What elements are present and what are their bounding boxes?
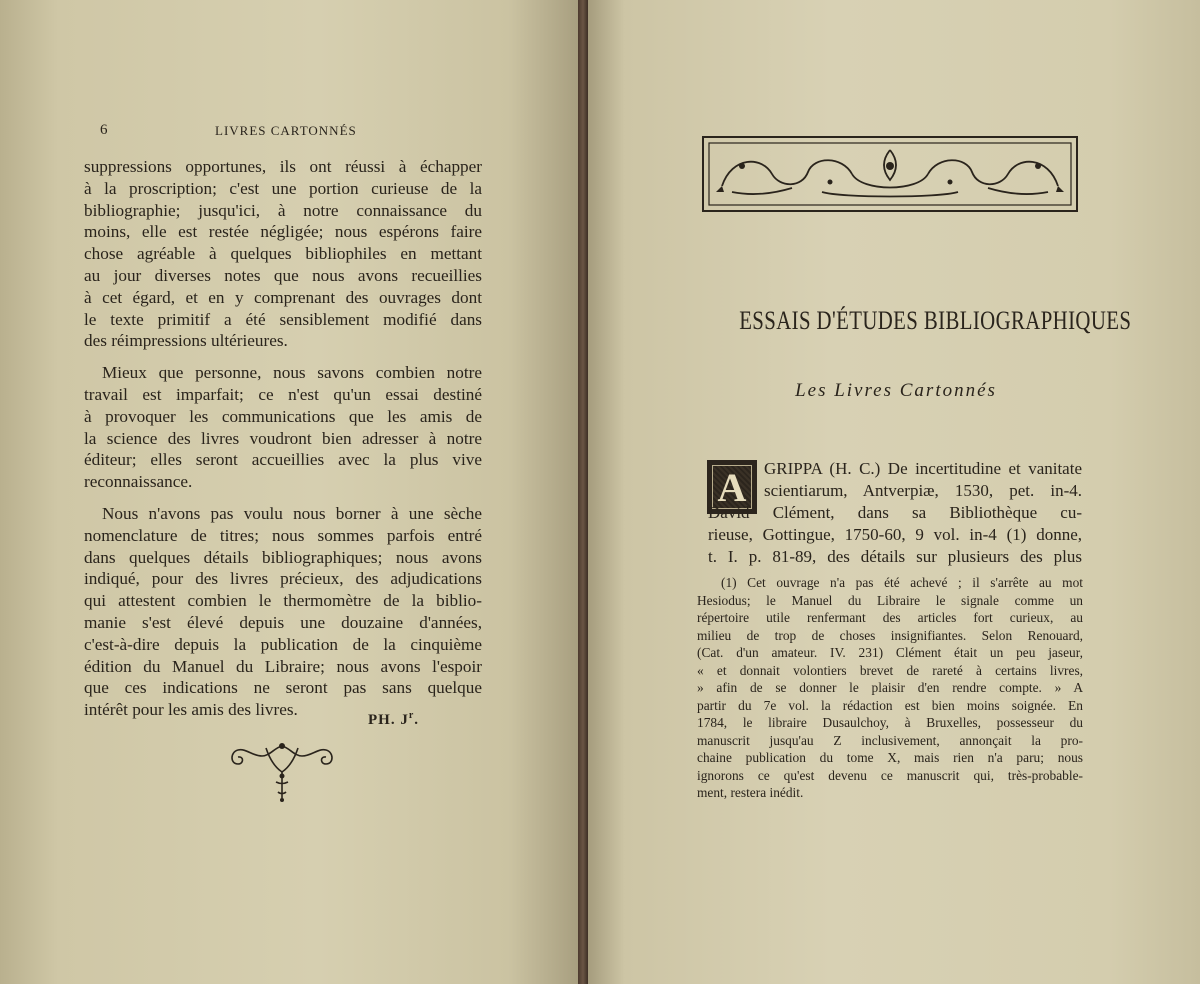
text-line: rieuse, Gottingue, 1750-60, 9 vol. in-4 (1) donne, [708, 525, 1082, 544]
text-line: chose agréable à quelques bibliophiles en mettant [84, 244, 482, 264]
page-number: 6 [100, 122, 108, 138]
text-line: indiqué, pour des livres précieux, des adjudications [84, 569, 482, 589]
text-line: bibliographie; jusqu'ici, à notre connaissance du [84, 200, 482, 220]
text-line: (Cat. d'un amateur. IV. 231) Clément était un peu jaseur, [697, 645, 1083, 660]
text-line: c'est-à-dire depuis la publication de la cinquième [84, 634, 482, 654]
dropcap-letter: A [717, 464, 747, 510]
text-line: (1) Cet ouvrage n'a pas été achevé ; il s'arrête au mot [721, 575, 1083, 590]
text-line: Nous n'avons pas voulu nous borner à une sèche [102, 503, 482, 523]
text-line: t. I. p. 81-89, des détails sur plusieurs des plus [708, 547, 1082, 566]
text-line: intérêt pour les amis des livres. [84, 700, 298, 720]
text-line: qui attestent combien le thermomètre de la biblio- [84, 591, 482, 611]
text-line: GRIPPA (H. C.) De incertitudine et vanitate [764, 459, 1082, 478]
text-line: travail est imparfait; ce n'est qu'un essai destiné [84, 384, 482, 404]
text-line: nomenclature de titres; nous sommes parfois entré [84, 525, 482, 545]
text-line: ignorons ce qu'est devenu ce manuscrit qui, très-probable- [697, 767, 1083, 783]
text-line: suppressions opportunes, ils ont réussi à échapper [84, 157, 482, 176]
text-line: dans quelques détails bibliographiques; nous avons [84, 547, 482, 567]
book-spine [578, 0, 588, 984]
text-line: manuscrit jusqu'au Z inclusivement, annonçait la pro- [697, 732, 1083, 748]
chapter-title: ESSAIS D'ÉTUDES BIBLIOGRAPHIQUES [739, 306, 1132, 335]
text-line: à la proscription; c'est une portion curieuse de la [84, 178, 482, 198]
text-line: à cet égard, et en y comprenant des ouvrages dont [84, 287, 482, 307]
text-line: Mieux que personne, nous savons combien notre [102, 363, 482, 383]
text-line: » afin de se donner le plaisir d'en rendre compte. » A [697, 680, 1083, 695]
ornamental-tailpiece-icon [226, 738, 338, 804]
text-line: répertoire utile renfermant des articles fort curieux, au [697, 610, 1083, 625]
text-line: manie s'est élevé depuis une douzaine d'années, [84, 612, 482, 632]
text-line: David Clément, dans sa Bibliothèque cu- [708, 503, 1082, 522]
text-line: édition du Manuel du Libraire; nous avons l'espoir [84, 656, 482, 676]
text-line: le texte primitif a été sensiblement modifié dans [84, 309, 482, 329]
text-line: 1784, le libraire Dusaulchoy, à Bruxelles, possesseur du [697, 715, 1083, 730]
text-line: que ces indications ne seront pas sans quelque [84, 678, 482, 698]
text-line: scientiarum, Antverpiæ, 1530, pet. in-4. [764, 481, 1082, 500]
footnote [697, 574, 1083, 802]
text-line: moins, elle est restée négligée; nous espérons faire [84, 222, 482, 242]
text-line: partir du 7e vol. la rédaction est bien moins soignée. En [697, 697, 1083, 713]
text-line: des réimpressions ultérieures. [84, 331, 288, 351]
text-line: éditeur; elles seront accueillies avec la plus vive [84, 450, 482, 470]
text-line: « et donnait volontiers brevet de rareté à certains livres, [697, 662, 1083, 678]
text-line: au jour diverses notes que nous avons recueillies [84, 265, 482, 285]
text-line: ment, restera inédit. [697, 785, 804, 800]
chapter-subtitle: Les Livres Cartonnés [795, 380, 997, 401]
running-head-title: LIVRES CARTONNÉS [215, 123, 357, 138]
text-line: reconnaissance. [84, 472, 193, 492]
text-line: à provoquer les communications que les amis de [84, 406, 482, 426]
author-signature: PH. $J^r$. [368, 710, 420, 728]
bibliographic-entry [708, 458, 1082, 568]
text-line: chaine publication du tome X, mais rien n'a paru; nous [697, 750, 1083, 765]
text-line: Hesiodus; le Manuel du Libraire le signale comme un [697, 592, 1083, 608]
text-line: la science des livres voudront bien adresser à notre [84, 428, 482, 448]
ornamental-headpiece-icon [702, 136, 1078, 212]
preface-text [84, 156, 482, 721]
text-line: milieu de trop de choses insignifiantes. Selon Renouard, [697, 627, 1083, 643]
